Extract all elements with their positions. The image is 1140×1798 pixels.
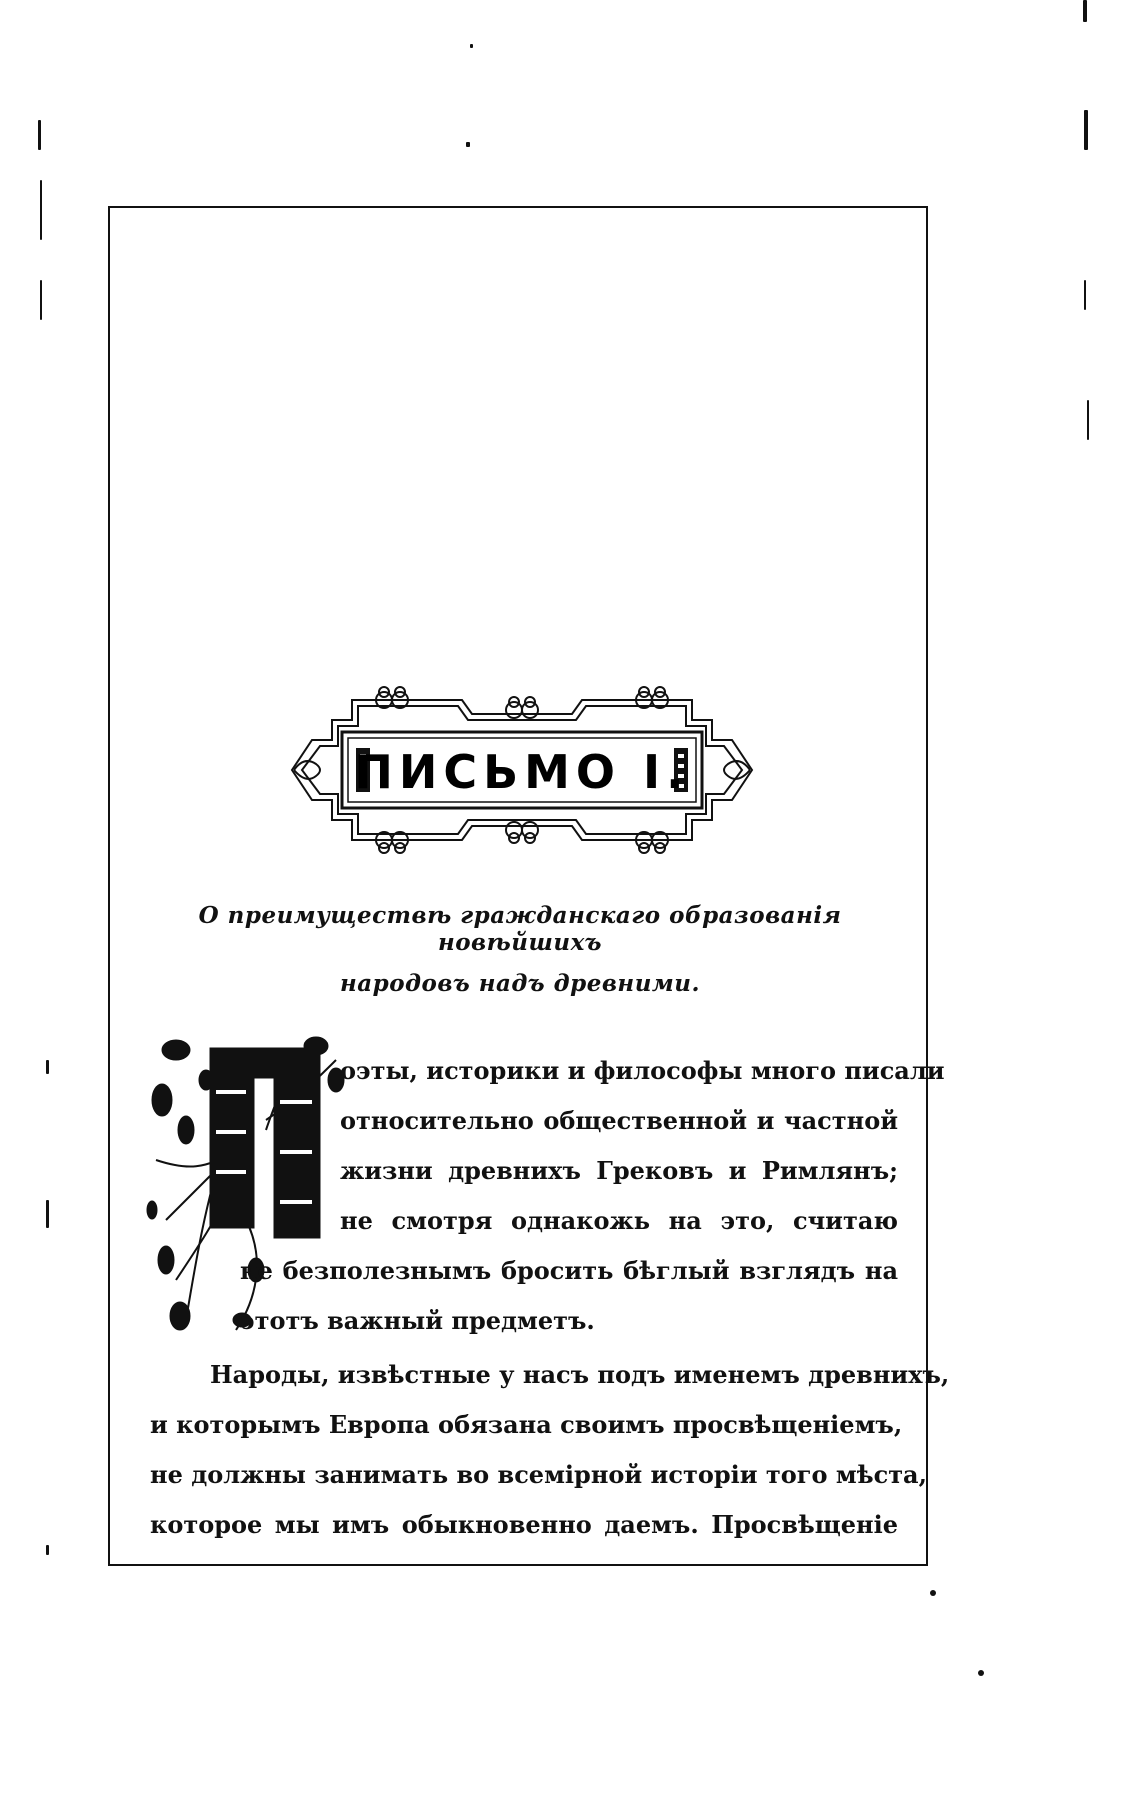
body-line-3: жизни древнихъ Грековъ и Римлянъ;: [340, 1156, 898, 1185]
title-cartouche: [272, 680, 772, 860]
dropcap: [146, 1020, 346, 1340]
scan-artifact: [40, 280, 42, 320]
scan-artifact: [40, 180, 42, 240]
body-line-2: относительно общественной и частной: [340, 1106, 898, 1135]
floral-initial-ornament-icon: [146, 1020, 346, 1340]
scan-artifact: [470, 44, 473, 48]
scan-artifact: [1083, 0, 1087, 22]
scan-artifact: [1087, 400, 1089, 440]
scan-artifact: [46, 1545, 49, 1555]
subtitle-line-2: народовъ надъ древними.: [339, 970, 701, 997]
scan-artifact: [1084, 110, 1088, 150]
scan-artifact: [1084, 280, 1086, 310]
subtitle-line-1: О преимуществѣ гражданскаго образованія новѣйшихъ: [198, 902, 842, 956]
scan-artifact: [46, 1200, 49, 1228]
body-line-8: и которымъ Европа обязана своимъ просвѣщеніемъ,: [150, 1410, 903, 1439]
body-line-7: Народы, извѣстные у насъ подъ именемъ древнихъ,: [210, 1360, 950, 1389]
page-title: ПИСЬМО I.: [354, 745, 690, 799]
body-line-10: которое мы имъ обыкновенно даемъ. Просвѣщеніе: [150, 1510, 898, 1539]
scan-artifact: [46, 1060, 49, 1074]
body-line-9: не должны занимать во всемірной исторіи того мѣста,: [150, 1460, 927, 1489]
body-line-1: оэты, историки и философы много писали: [340, 1056, 945, 1085]
scan-artifact: [930, 1590, 936, 1596]
body-line-5: не безполезнымъ бросить бѣглый взглядъ на: [240, 1256, 898, 1285]
body-line-4: не смотря однакожь на это, считаю: [340, 1206, 898, 1235]
scan-artifact: [978, 1670, 984, 1676]
scan-artifact: [466, 142, 470, 147]
scan-artifact: [38, 120, 41, 150]
body-line-6: этотъ важный предметъ.: [240, 1306, 595, 1335]
